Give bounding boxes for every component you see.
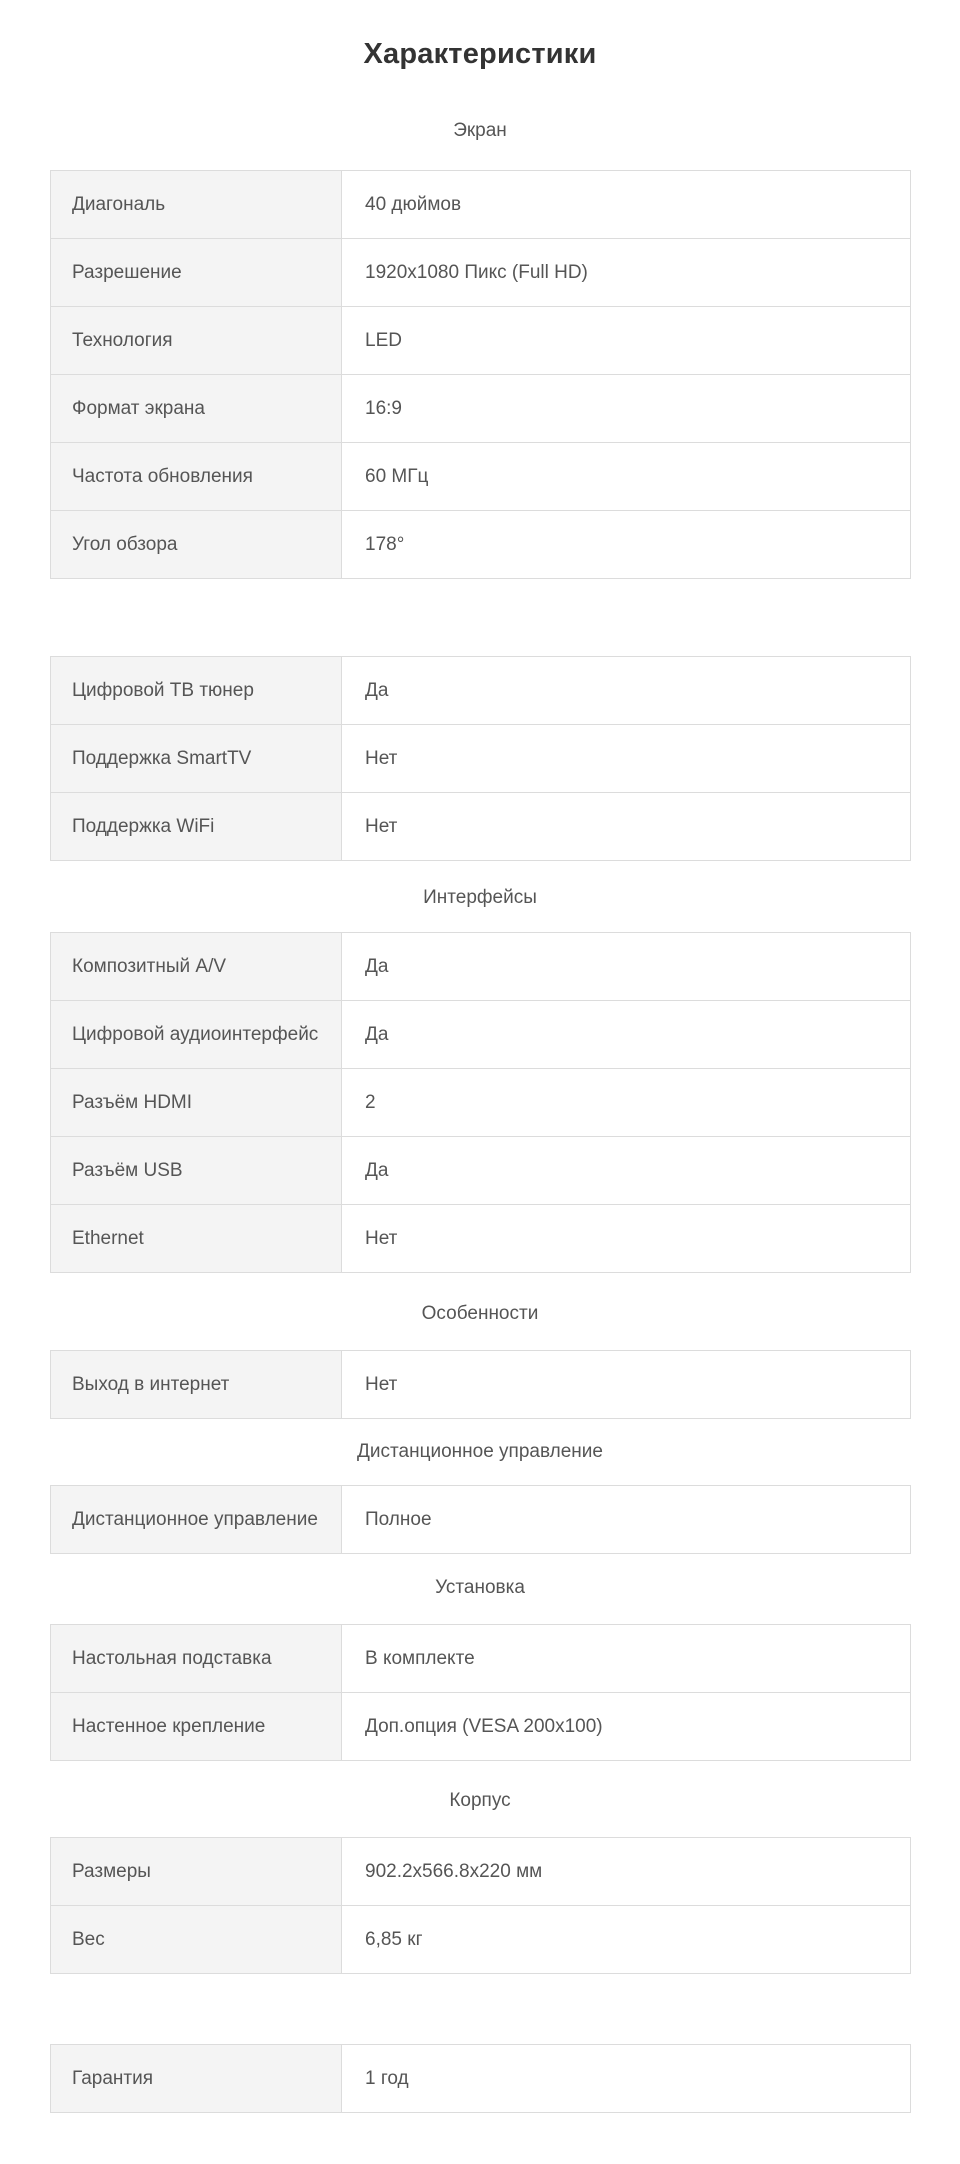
table-row [51, 239, 911, 307]
spec-value: 1920x1080 Пикс (Full HD) [342, 239, 911, 307]
table-row [51, 933, 911, 1001]
spec-key: Угол обзора [51, 511, 342, 579]
section-title-screen: Экран [453, 120, 507, 141]
spec-value: 2 [342, 1069, 911, 1137]
spec-table-tv [50, 656, 911, 861]
spec-key: Частота обновления [51, 443, 342, 511]
spec-value: 60 МГц [342, 443, 911, 511]
spec-value: 178° [342, 511, 911, 579]
spec-table-interfaces [50, 932, 911, 1273]
section-title-remote: Дистанционное управление [357, 1441, 603, 1462]
table-row [51, 511, 911, 579]
table-row [51, 1486, 911, 1554]
section-title-mounting: Установка [435, 1577, 525, 1598]
page-title: Характеристики [363, 38, 597, 70]
spec-key: Гарантия [51, 2045, 342, 2113]
spec-key: Разрешение [51, 239, 342, 307]
spec-key: Выход в интернет [51, 1351, 342, 1419]
spec-value: Да [342, 933, 911, 1001]
spec-key: Настольная подставка [51, 1625, 342, 1693]
spec-table-screen [50, 170, 911, 579]
spec-value: Доп.опция (VESA 200x100) [342, 1693, 911, 1761]
spec-key: Настенное крепление [51, 1693, 342, 1761]
table-row [51, 657, 911, 725]
spec-table-features [50, 1350, 911, 1419]
spec-value: Нет [342, 725, 911, 793]
spec-value: 40 дюймов [342, 171, 911, 239]
table-row [51, 375, 911, 443]
table-row [51, 171, 911, 239]
spec-key: Вес [51, 1906, 342, 1974]
spec-table-body [50, 1837, 911, 1974]
spec-value: Да [342, 1001, 911, 1069]
spec-key: Поддержка SmartTV [51, 725, 342, 793]
spec-value: 902.2x566.8x220 мм [342, 1838, 911, 1906]
table-row [51, 1205, 911, 1273]
spec-table-warranty [50, 2044, 911, 2113]
spec-value: 6,85 кг [342, 1906, 911, 1974]
spec-value: Нет [342, 1205, 911, 1273]
spec-value: Нет [342, 793, 911, 861]
spec-value: Нет [342, 1351, 911, 1419]
spec-value: 1 год [342, 2045, 911, 2113]
spec-key: Цифровой ТВ тюнер [51, 657, 342, 725]
spec-key: Диагональ [51, 171, 342, 239]
table-row [51, 2045, 911, 2113]
spec-key: Формат экрана [51, 375, 342, 443]
spec-key: Ethernet [51, 1205, 342, 1273]
spec-value: Да [342, 1137, 911, 1205]
spec-key: Разъём USB [51, 1137, 342, 1205]
spec-key: Размеры [51, 1838, 342, 1906]
spec-key: Технология [51, 307, 342, 375]
spec-value: В комплекте [342, 1625, 911, 1693]
table-row [51, 1906, 911, 1974]
spec-table-mounting [50, 1624, 911, 1761]
spec-value: Полное [342, 1486, 911, 1554]
table-row [51, 793, 911, 861]
spec-key: Композитный A/V [51, 933, 342, 1001]
table-row [51, 1693, 911, 1761]
table-row [51, 1001, 911, 1069]
table-row [51, 1351, 911, 1419]
spec-key: Поддержка WiFi [51, 793, 342, 861]
table-row [51, 725, 911, 793]
table-row [51, 1137, 911, 1205]
table-row [51, 1625, 911, 1693]
spec-value: 16:9 [342, 375, 911, 443]
table-row [51, 1838, 911, 1906]
table-row [51, 1069, 911, 1137]
spec-key: Разъём HDMI [51, 1069, 342, 1137]
spec-key: Дистанционное управление [51, 1486, 342, 1554]
table-row [51, 443, 911, 511]
spec-value: LED [342, 307, 911, 375]
spec-table-remote [50, 1485, 911, 1554]
section-title-interfaces: Интерфейсы [423, 887, 537, 908]
spec-key: Цифровой аудиоинтерфейс [51, 1001, 342, 1069]
section-title-body: Корпус [449, 1790, 511, 1811]
section-title-features: Особенности [421, 1303, 539, 1324]
table-row [51, 307, 911, 375]
spec-value: Да [342, 657, 911, 725]
